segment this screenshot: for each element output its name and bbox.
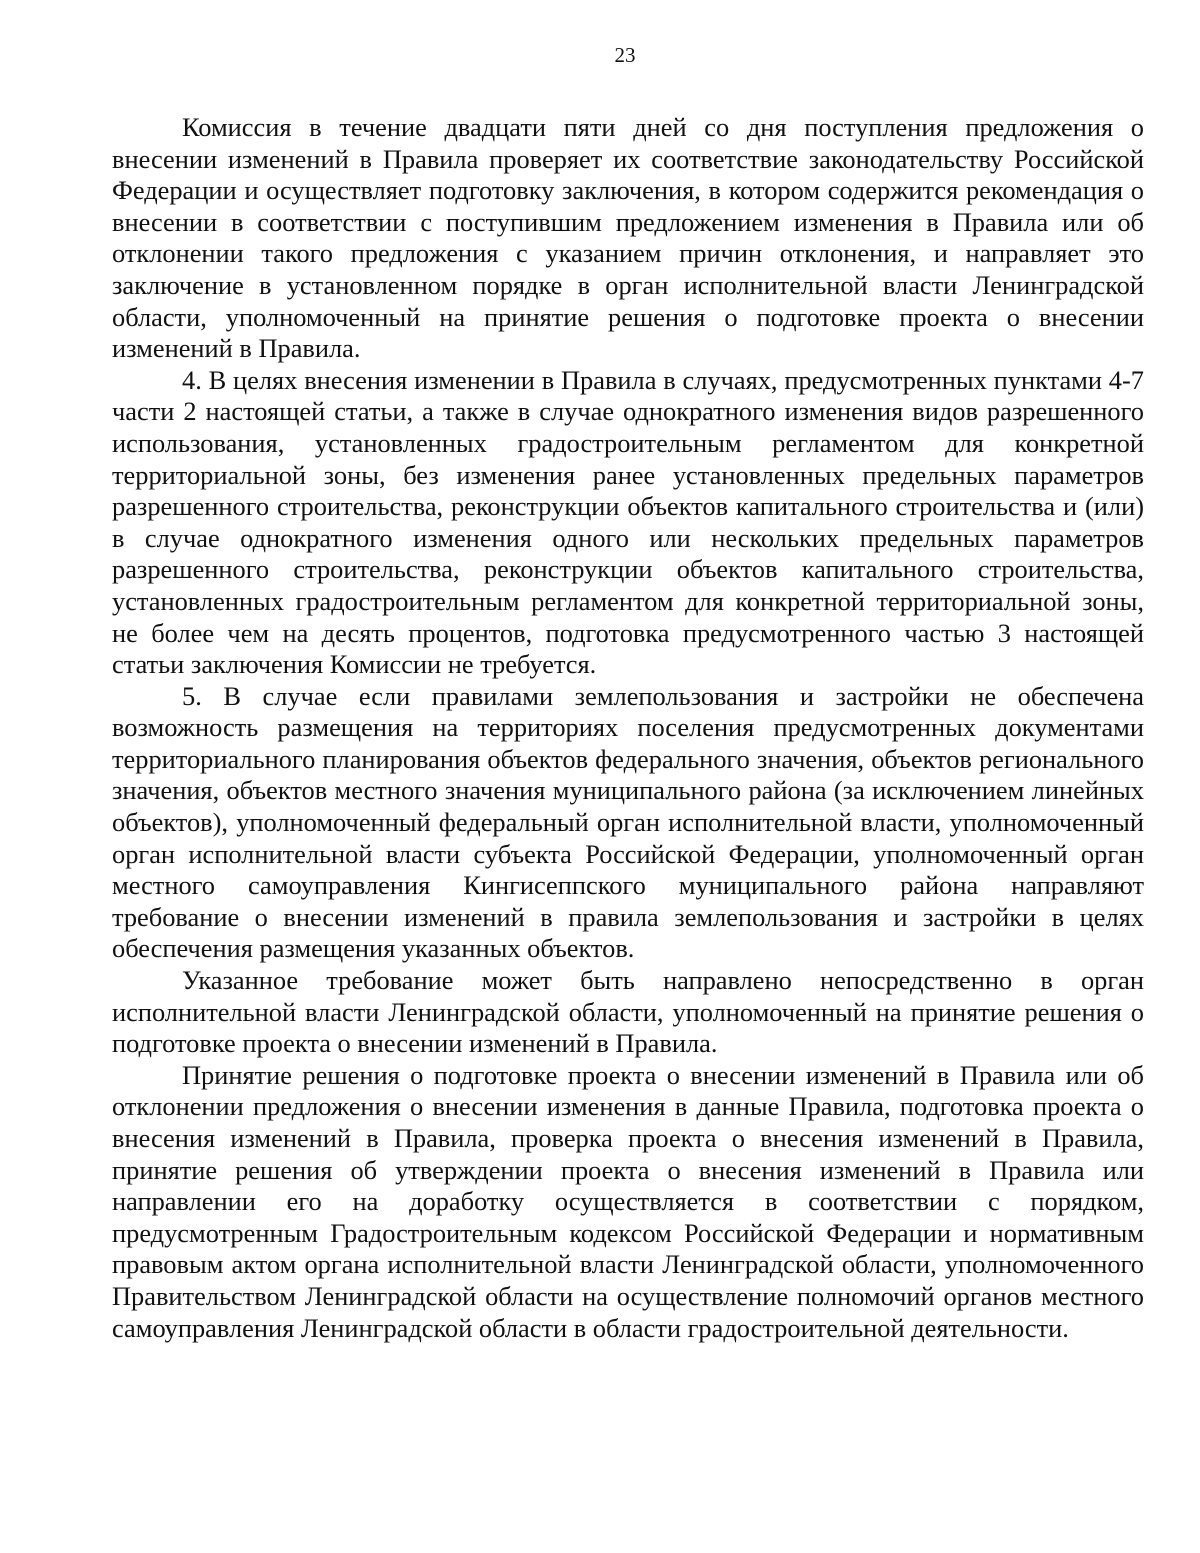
- page-number: 23: [614, 43, 636, 67]
- paragraph-item-4: 4. В целях внесения изменении в Правила в случаях, предусмотренных пунктами 4-7 части 2 настоящей статьи, а также в случае однократного изменения видов разрешенного использования, установленных градостроительным регламентом для конкретной территориальной зоны, без изменения ранее установленных предельных параметров разрешенного строительства, реконструкции объектов капитального строительства и (или) в случае однократного изменения одного или нескольких предельных параметров разрешенного строительства, реконструкции объектов капитального строительства, установленных градостроительным регламентом для конкретной территориальной зоны, не более чем на десять процентов, подготовка предусмотренного частью 3 настоящей статьи заключения Комиссии не требуется.: [112, 364, 1144, 680]
- paragraph-commission-review: Комиссия в течение двадцати пяти дней со дня поступления предложения о внесении изменений в Правила проверяет их соответствие законодательству Российской Федерации и осуществляет подготовку заключения, в котором содержится рекомендация о внесении в соответствии с поступившим предложением изменения в Правила или об отклонении такого предложения с указанием причин отклонения, и направляет это заключение в установленном порядке в орган исполнительной власти Ленинградской области, уполномоченный на принятие решения о подготовке проекта о внесении изменений в Правила.: [112, 112, 1144, 364]
- paragraph-requirement-direct: Указанное требование может быть направлено непосредственно в орган исполнительной власти Ленинградской области, уполномоченный на принятие решения о подготовке проекта о внесении изменений в Правила.: [112, 965, 1144, 1059]
- document-body: [112, 112, 1144, 1344]
- paragraph-item-5: 5. В случае если правилами землепользования и застройки не обеспечена возможность размещения на территориях поселения предусмотренных документами территориального планирования объектов федерального значения, объектов регионального значения, объектов местного значения муниципального района (за исключением линейных объектов), уполномоченный федеральный орган исполнительной власти, уполномоченный орган исполнительной власти субъекта Российской Федерации, уполномоченный орган местного самоуправления Кингисеппского муниципального района направляют требование о внесении изменений в правила землепользования и застройки в целях обеспечения размещения указанных объектов.: [112, 680, 1144, 964]
- paragraph-decision-procedure: Принятие решения о подготовке проекта о внесении изменений в Правила или об отклонении предложения о внесении изменения в данные Правила, подготовка проекта о внесения изменений в Правила, проверка проекта о внесения изменений в Правила, принятие решения об утверждении проекта о внесения изменений в Правила или направлении его на доработку осуществляется в соответствии с порядком, предусмотренным Градостроительным кодексом Российской Федерации и нормативным правовым актом органа исполнительной власти Ленинградской области, уполномоченного Правительством Ленинградской области на осуществление полномочий органов местного самоуправления Ленинградской области в области градостроительной деятельности.: [112, 1059, 1144, 1343]
